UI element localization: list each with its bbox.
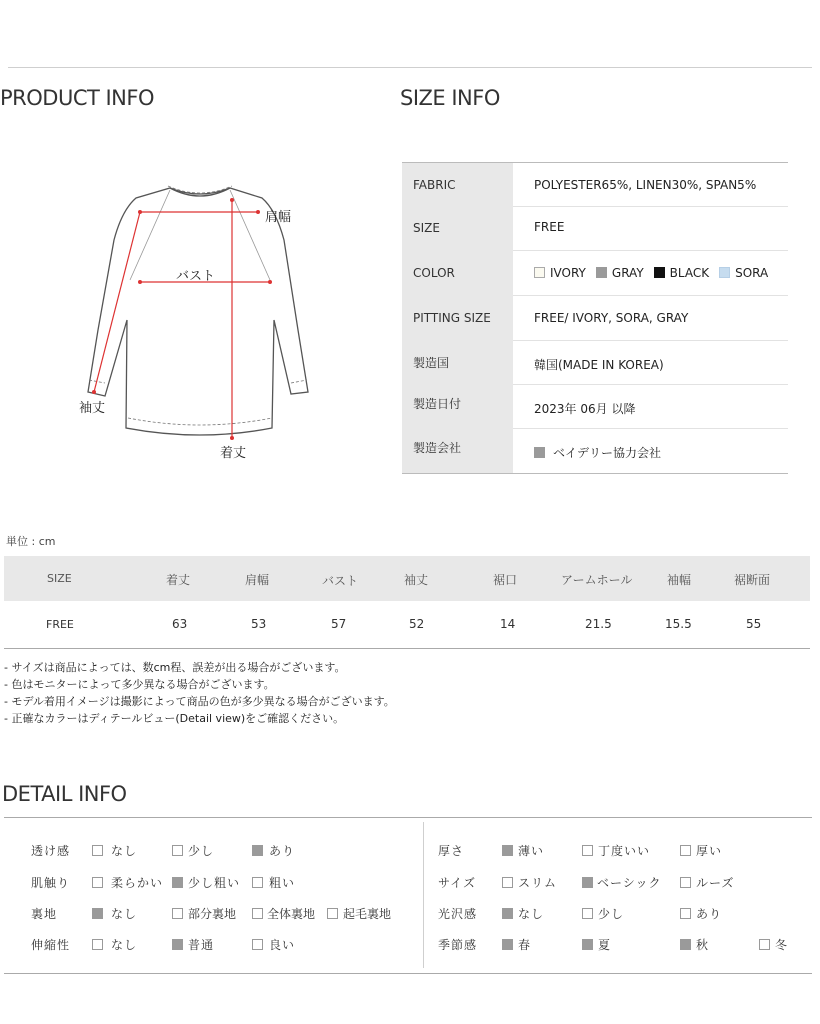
size-table-cell-shoulder: 53 [251,617,267,631]
detail-option-text: 薄い [518,844,545,858]
detail-option-text: 柔らかい [111,876,164,890]
detail-checkbox[interactable] [759,939,770,950]
size-info-row-divider [513,250,788,251]
detail-option-text: 全体裏地 [267,907,316,921]
product-info-title: PRODUCT INFO [0,86,155,110]
detail-option-text: 良い [269,938,296,952]
detail-option-text: 普通 [188,938,215,952]
size-table-header-armhole: アームホール [561,573,633,587]
size-table-bottom-border [4,648,810,649]
size-info-pitting-value: FREE/ IVORY, SORA, GRAY [534,311,689,325]
size-table-header-hem-width: 裾断面 [734,573,771,587]
size-table-header-bust: バスト [322,574,359,588]
size-table-header-sleeve: 袖丈 [404,573,429,587]
diagram-label-sleeve: 袖丈 [79,401,106,416]
detail-checkbox-checked[interactable] [502,908,513,919]
detail-checkbox[interactable] [680,908,691,919]
detail-option-text: ルーズ [696,876,735,890]
detail-option-text: 夏 [598,938,612,952]
size-info-date-label: 製造日付 [413,397,462,411]
size-info-maker-value: ベイデリー協力会社 [534,444,661,461]
detail-checkbox-checked[interactable] [502,845,513,856]
detail-checkbox-checked[interactable] [172,939,183,950]
detail-option-text: 冬 [775,938,789,952]
black-swatch-icon [654,267,665,278]
color-option-black: BLACK [654,266,709,280]
detail-checkbox[interactable] [252,939,263,950]
size-table-cell-armhole: 21.5 [585,617,612,631]
detail-option-text: 起毛裏地 [343,907,392,921]
size-table-cell-size: FREE [46,618,74,631]
detail-label-texture: 肌触り [31,876,71,890]
detail-checkbox-checked[interactable] [92,908,103,919]
size-info-date-value: 2023年 06月 以降 [534,402,636,416]
size-table-header-shoulder: 肩幅 [245,573,270,587]
detail-checkbox[interactable] [680,845,691,856]
detail-checkbox[interactable] [172,845,183,856]
detail-checkbox[interactable] [680,877,691,888]
size-info-fabric-value: POLYESTER65%, LINEN30%, SPAN5% [534,178,757,192]
diagram-label-bust: バスト [176,269,216,284]
detail-option-text: スリム [518,876,558,890]
size-table-header-size: SIZE [47,572,72,585]
detail-checkbox-checked[interactable] [680,939,691,950]
size-info-maker-label: 製造会社 [413,441,462,455]
detail-option-text: ベーシック [597,876,662,890]
detail-info-column-divider [423,822,424,968]
detail-checkbox[interactable] [582,908,593,919]
detail-checkbox-checked[interactable] [582,877,593,888]
diagram-label-length: 着丈 [220,446,247,461]
size-info-country-value: 韓国(MADE IN KOREA) [534,358,664,372]
detail-checkbox[interactable] [92,845,103,856]
size-info-row-divider [513,428,788,429]
size-info-bottom-border [402,473,788,474]
detail-option-text: なし [111,844,138,858]
note-line: - 正確なカラーはディテールビュー(Detail view)をご確認ください。 [4,712,345,725]
color-option-sora: SORA [719,266,768,280]
detail-label-season: 季節感 [438,938,478,952]
detail-checkbox[interactable] [172,908,183,919]
color-option-gray: GRAY [596,266,644,280]
detail-info-top-border [4,817,812,818]
detail-checkbox[interactable] [252,877,263,888]
size-table-cell-length: 63 [172,617,188,631]
note-line: - モデル着用イメージは撮影によって商品の色が多少異なる場合がございます。 [4,695,395,708]
size-info-color-label: COLOR [413,266,455,280]
detail-option-text: なし [111,907,138,921]
detail-label-stretch: 伸縮性 [31,938,71,952]
size-info-color-list [534,266,768,280]
detail-option-text: 少し [188,844,215,858]
detail-option-text: なし [111,938,138,952]
size-table-cell-sleeve: 52 [409,617,425,631]
detail-option-text: 粗い [269,876,296,890]
detail-label-size: サイズ [438,876,477,890]
detail-label-thickness: 厚さ [438,844,465,858]
ivory-swatch-icon [534,267,545,278]
size-info-size-label: SIZE [413,221,440,235]
size-info-pitting-label: PITTING SIZE [413,311,491,325]
sora-swatch-icon [719,267,730,278]
detail-option-text: あり [696,907,723,921]
detail-option-text: 厚い [696,844,723,858]
size-table-cell-sleeve-width: 15.5 [665,617,692,631]
diagram-label-shoulder: 肩幅 [265,210,292,225]
detail-option-text: 少し粗い [188,876,241,890]
detail-info-bottom-border [4,973,812,974]
detail-option-text: 春 [518,938,532,952]
detail-info-title: DETAIL INFO [2,782,127,806]
size-info-fabric-label: FABRIC [413,178,456,192]
detail-option-text: 部分裏地 [188,907,237,921]
size-info-country-label: 製造国 [413,356,450,370]
detail-checkbox-checked[interactable] [502,939,513,950]
detail-checkbox-checked[interactable] [582,939,593,950]
detail-option-text: 丁度いい [598,844,651,858]
detail-checkbox-checked[interactable] [252,845,263,856]
detail-checkbox[interactable] [582,845,593,856]
detail-option-text: あり [269,844,296,858]
maker-square-icon [534,447,545,458]
size-info-row-divider [513,384,788,385]
detail-checkbox-checked[interactable] [172,877,183,888]
unit-label: 単位 : cm [6,535,56,548]
size-info-row-divider [513,206,788,207]
size-info-title: SIZE INFO [400,86,500,110]
size-info-row-divider [513,295,788,296]
detail-option-text: 秋 [696,938,710,952]
note-line: - サイズは商品によっては、数cm程、誤差が出る場合がございます。 [4,661,346,674]
size-table-header-length: 着丈 [166,573,191,587]
detail-option-text: なし [518,907,545,921]
detail-checkbox[interactable] [502,877,513,888]
detail-checkbox[interactable] [327,908,338,919]
size-table-cell-hem-width: 55 [746,617,762,631]
gray-swatch-icon [596,267,607,278]
detail-option-text: 少し [598,907,625,921]
size-info-row-divider [513,340,788,341]
size-info-size-value: FREE [534,220,565,234]
color-option-ivory: IVORY [534,266,586,280]
detail-checkbox[interactable] [92,939,103,950]
size-table-cell-bust: 57 [331,617,347,631]
detail-label-transparency: 透け感 [31,844,71,858]
top-divider [8,67,812,68]
detail-label-lining: 裏地 [31,907,58,921]
size-info-top-border [402,162,788,163]
detail-checkbox[interactable] [92,877,103,888]
size-table-header-hem-opening: 裾口 [493,573,518,587]
detail-checkbox[interactable] [252,908,263,919]
detail-label-gloss: 光沢感 [438,907,478,921]
size-table-header-sleeve-width: 袖幅 [667,573,692,587]
note-line: - 色はモニターによって多少異なる場合がございます。 [4,678,275,691]
size-table-cell-hem-opening: 14 [500,617,516,631]
